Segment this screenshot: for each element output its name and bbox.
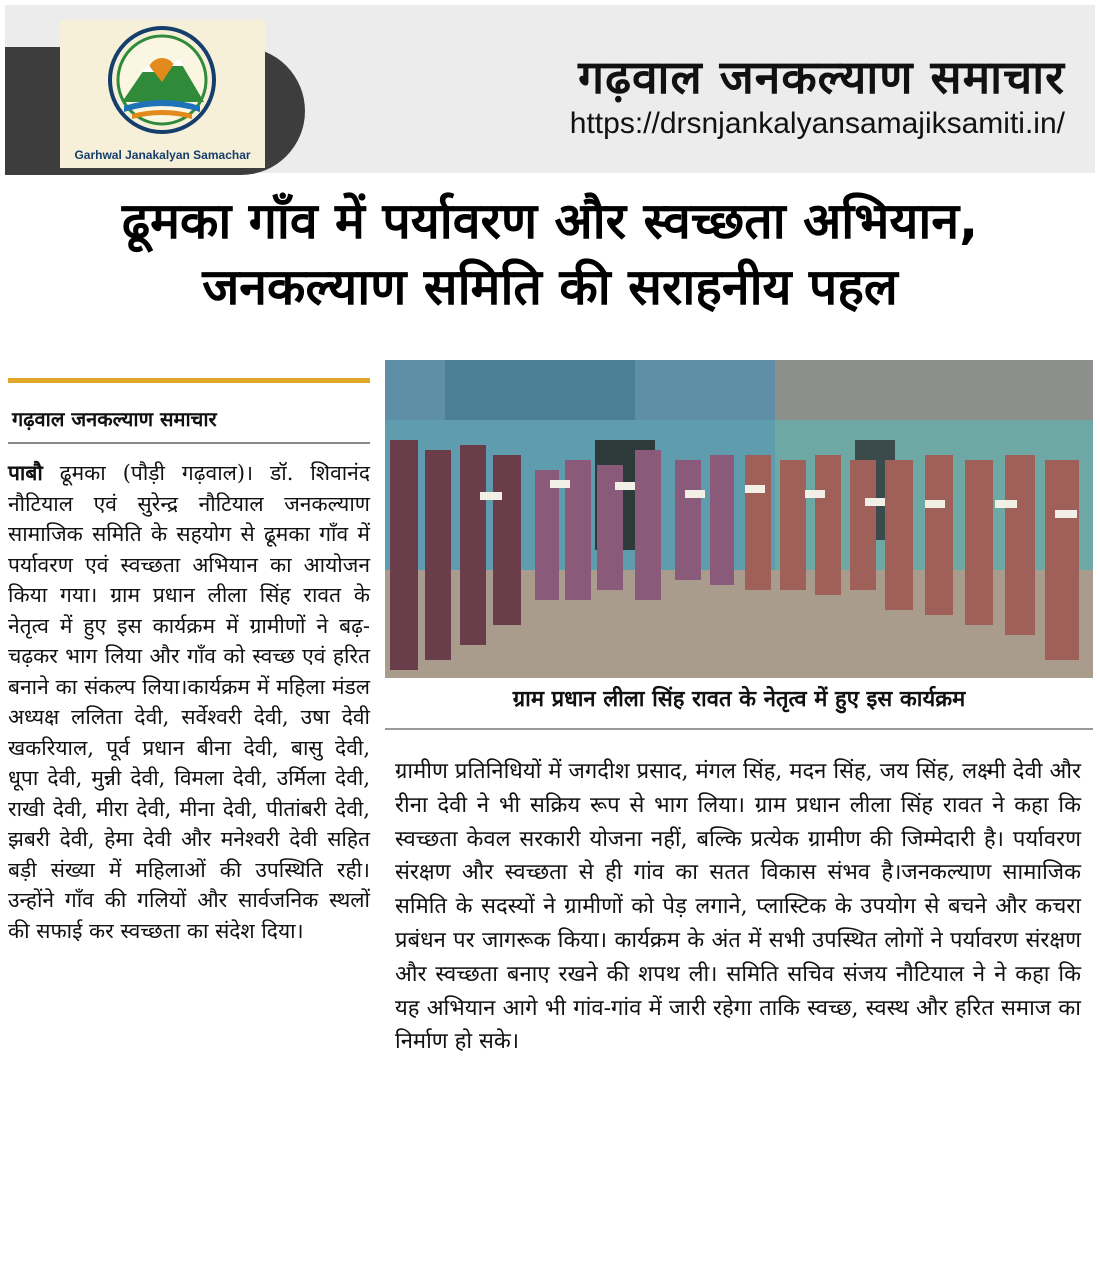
- left-column: [8, 378, 370, 946]
- headline-line-1: ढूमका गाँव में पर्यावरण और स्वच्छता अभियान,: [121, 192, 979, 250]
- byline: गढ़वाल जनकल्याण समाचार: [8, 383, 370, 444]
- headline: [0, 188, 1100, 320]
- website-url[interactable]: https://drsnjankalyansamajiksamiti.in/: [569, 107, 1065, 140]
- photo-caption: ग्राम प्रधान लीला सिंह रावत के नेतृत्व में हुए इस कार्यक्रम: [512, 687, 966, 712]
- event-photo: [385, 360, 1093, 678]
- logo-caption: Garhwal Janakalyan Samachar: [74, 148, 251, 162]
- left-article-body: ढूमका (पौड़ी गढ़वाल)। डॉ. शिवानंद नौटियाल एवं सुरेन्द्र नौटियाल जनकल्याण सामाजिक समिति के सहयोग से ढूमका गाँव में पर्यावरण एवं स्वच्छता अभियान का आयोजन किया गया। ग्राम प्रधान लीला सिंह रावत के नेतृत्व में हुए इस कार्यक्रम में ग्रामीणों ने बढ़-चढ़कर भाग लिया और गाँव को स्वच्छ एवं हरित बनाने का संकल्प लिया।कार्यक्रम में महिला मंडल अध्यक्ष ललिता देवी, सर्वेश्वरी देवी, उषा देवी खकरियाल, पूर्व प्रधान बीना देवी, बासु देवी, धूपा देवी, मुन्नी देवी, विमला देवी, उर्मिला देवी, राखी देवी, मीरा देवी, मीना देवी, पीतांबरी देवी, झबरी देवी, हेमा देवी और मनेश्वरी देवी सहित बड़ी संख्या में महिलाओं की उपस्थिति रही। उन्होंने गाँव की गलियों और सार्वजनिक स्थलों की सफाई कर स्वच्छता का संदेश दिया।: [8, 461, 370, 943]
- caption-divider: [385, 728, 1093, 730]
- masthead: [5, 5, 1095, 173]
- brand-title: गढ़वाल जनकल्याण समाचार: [578, 50, 1065, 104]
- lead-place: पाबौ: [8, 461, 43, 485]
- mountain-sun-emblem-icon: [60, 20, 265, 140]
- headline-line-2: जनकल्याण समिति की सराहनीय पहल: [202, 258, 898, 316]
- right-article-text: ग्रामीण प्रतिनिधियों में जगदीश प्रसाद, मंगल सिंह, मदन सिंह, जय सिंह, लक्ष्मी देवी और रीना देवी ने भी सक्रिय रूप से भाग लिया। ग्राम प्रधान लीला सिंह रावत ने कहा कि स्वच्छता केवल सरकारी योजना नहीं, बल्कि प्रत्येक ग्रामीण की जिम्मेदारी है। पर्यावरण संरक्षण और स्वच्छता से ही गांव का सतत विकास संभव है।जनकल्याण सामाजिक समिति के सदस्यों ने ग्रामीणों को पेड़ लगाने, प्लास्टिक के उपयोग से बचने और कचरा प्रबंधन पर जागरूक किया। कार्यक्रम के अंत में सभी उपस्थित लोगों ने पर्यावरण संरक्षण और स्वच्छता बनाए रखने की शपथ ली। समिति सचिव संजय नौटियाल ने ने कहा कि यह अभियान आगे भी गांव-गांव में जारी रहेगा ताकि स्वच्छ, स्वस्थ और हरित समाज का निर्माण हो सके।: [395, 759, 1081, 1055]
- logo: [60, 20, 265, 168]
- left-article-text: [8, 458, 370, 946]
